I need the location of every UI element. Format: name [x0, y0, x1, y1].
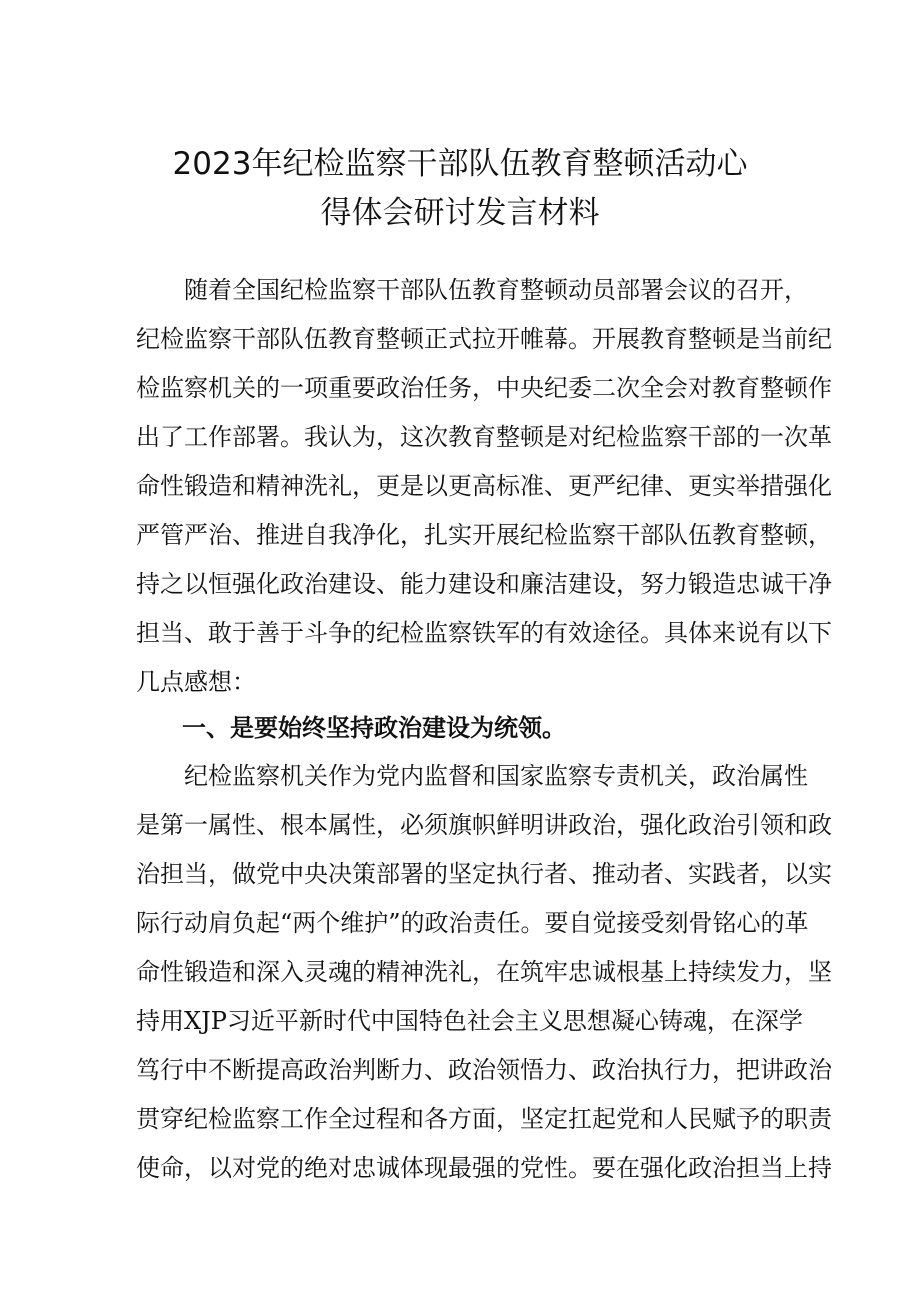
- paragraph-1-line: 担当、敢于善于斗争的纪检监察铁军的有效途径。具体来说有以下: [136, 619, 832, 647]
- document-title-line-1: 2023年纪检监察干部队伍教育整顿活动心: [172, 146, 748, 182]
- paragraph-1-line: 持之以恒强化政治建设、能力建设和廉洁建设，努力锻造忠诚干净: [136, 570, 832, 598]
- paragraph-2-line: 纪检监察机关作为党内监督和国家监察专责机关，政治属性: [184, 762, 808, 790]
- paragraph-2-line: 笃行中不断提高政治判断力、政治领悟力、政治执行力，把讲政治: [136, 1056, 832, 1084]
- document-title-line-2: 得体会研讨发言材料: [320, 195, 600, 231]
- paragraph-1-line: 纪检监察干部队伍教育整顿正式拉开帷幕。开展教育整顿是当前纪: [136, 325, 832, 353]
- paragraph-1-line: 随着全国纪检监察干部队伍教育整顿动员部署会议的召开，: [184, 276, 808, 304]
- paragraph-1-line: 命性锻造和精神洗礼，更是以更高标准、更严纪律、更实举措强化: [136, 472, 832, 500]
- paragraph-2-line: 贯穿纪检监察工作全过程和各方面，坚定扛起党和人民赋予的职责: [136, 1105, 832, 1133]
- paragraph-2-line: 持用XJP习近平新时代中国特色社会主义思想凝心铸魂，在深学: [136, 1007, 803, 1035]
- paragraph-1-line: 出了工作部署。我认为，这次教育整顿是对纪检监察干部的一次革: [136, 423, 832, 451]
- paragraph-1-line: 检监察机关的一项重要政治任务，中央纪委二次全会对教育整顿作: [136, 374, 832, 402]
- paragraph-2-line: 际行动肩负起“两个维护”的政治责任。要自觉接受刻骨铭心的革: [136, 909, 809, 937]
- section-heading-1: 一、是要始终坚持政治建设为统领。: [182, 714, 566, 742]
- paragraph-2-line: 是第一属性、根本属性，必须旗帜鲜明讲政治，强化政治引领和政: [136, 811, 832, 839]
- paragraph-1-line: 几点感想：: [136, 668, 256, 696]
- paragraph-2-line: 治担当，做党中央决策部署的坚定执行者、推动者、实践者，以实: [136, 860, 832, 888]
- paragraph-1-line: 严管严治、推进自我净化，扎实开展纪检监察干部队伍教育整顿，: [136, 521, 832, 549]
- paragraph-2-line: 命性锻造和深入灵魂的精神洗礼，在筑牢忠诚根基上持续发力，坚: [136, 958, 832, 986]
- paragraph-2-line: 使命，以对党的绝对忠诚体现最强的党性。要在强化政治担当上持: [136, 1154, 832, 1182]
